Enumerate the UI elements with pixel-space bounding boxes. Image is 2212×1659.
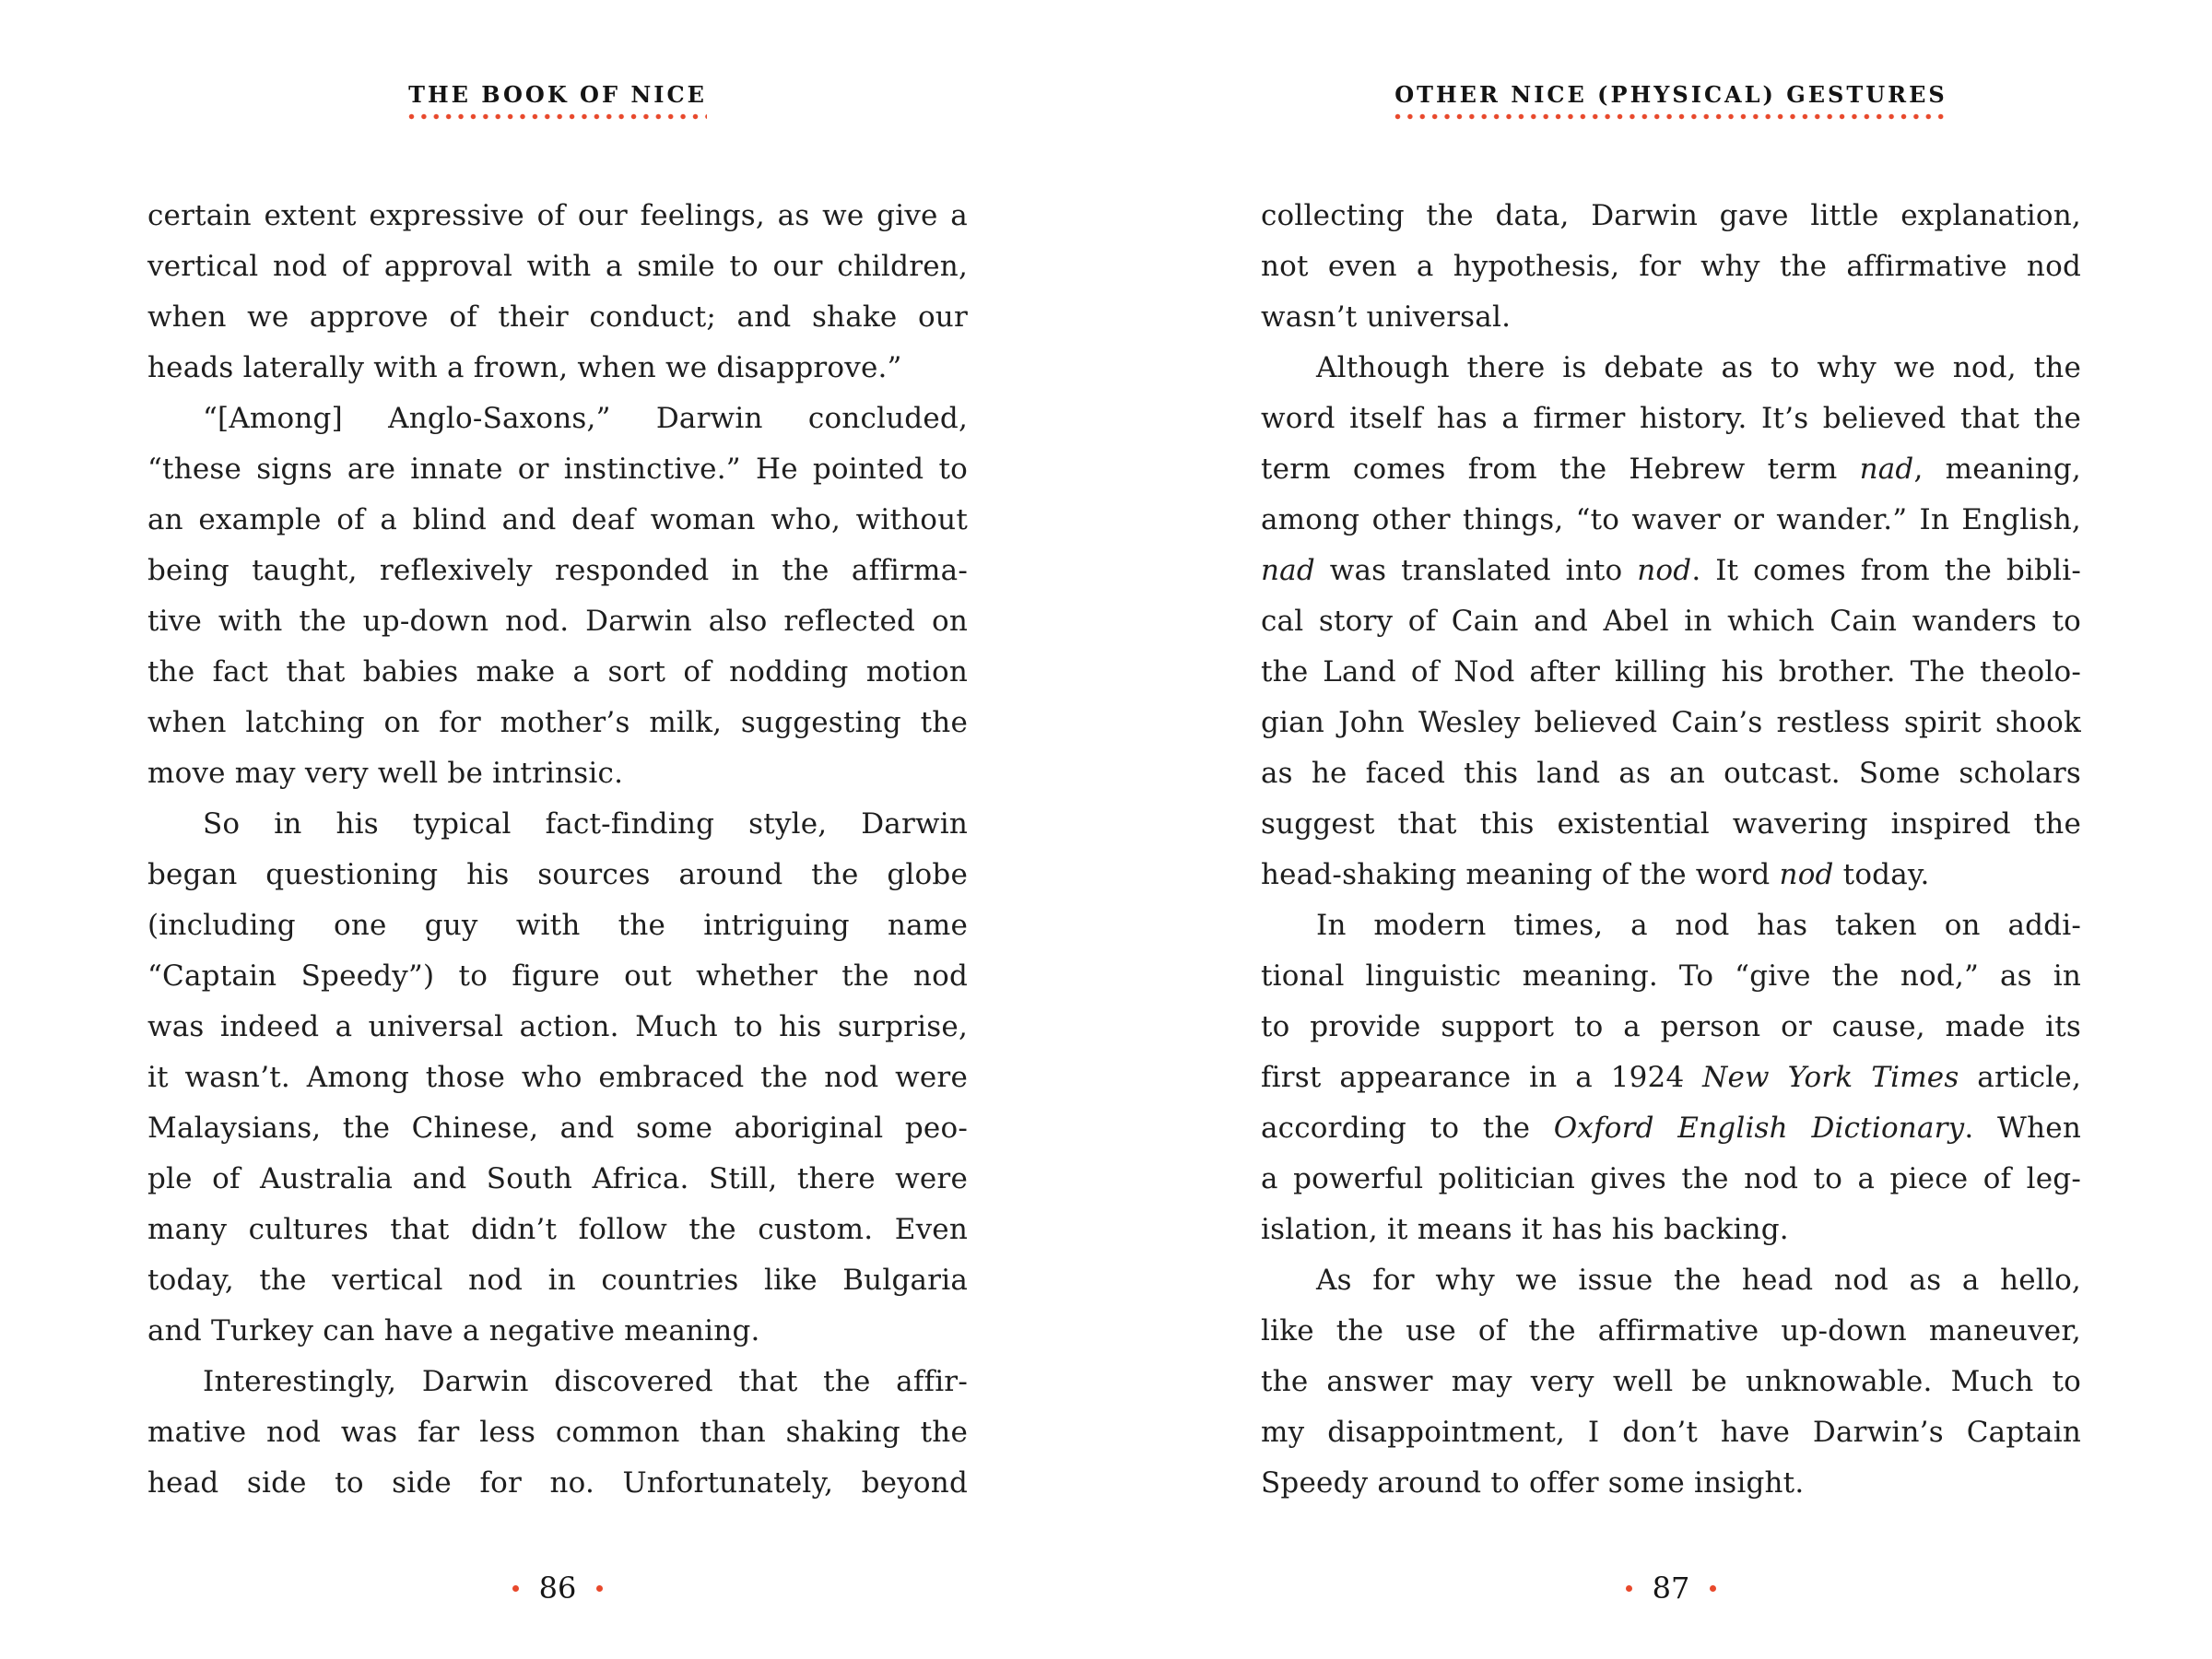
text-line <box>1261 799 2081 850</box>
text-segment: heads laterally with a frown, when we disapprove.” <box>147 351 902 384</box>
left-running-head <box>147 83 968 120</box>
text-line <box>147 191 968 241</box>
text-line <box>1261 748 2081 799</box>
text-line <box>147 799 968 850</box>
text-line <box>147 951 968 1002</box>
text-line <box>1261 495 2081 546</box>
text-line <box>1261 900 2081 951</box>
text-segment: (including one guy with the intriguing name <box>147 909 968 942</box>
text-line <box>147 1306 968 1357</box>
text-line <box>147 748 968 799</box>
text-segment: Malaysians, the Chinese, and some aboriginal peo- <box>147 1112 968 1145</box>
text-line <box>147 596 968 647</box>
text-segment: article, <box>1959 1061 2081 1094</box>
text-segment: my disappointment, I don’t have Darwin’s Captain <box>1261 1416 2081 1449</box>
text-segment: among other things, “to waver or wander.” In English, <box>1261 503 2081 536</box>
text-line <box>1261 1407 2081 1458</box>
left-page-number: 86 <box>538 1571 577 1606</box>
text-segment: was translated into <box>1314 554 1638 587</box>
text-segment: ple of Australia and South Africa. Still, there were <box>147 1162 968 1195</box>
text-segment: first appearance in a 1924 <box>1261 1061 1703 1094</box>
text-segment: “[Among] Anglo-Saxons,” Darwin concluded, <box>203 402 968 435</box>
text-segment: In modern times, a nod has taken on addi- <box>1316 909 2081 942</box>
left-page-lines <box>147 191 968 1509</box>
text-segment: word itself has a firmer history. It’s believed that the <box>1261 402 2081 435</box>
text-line <box>1261 343 2081 394</box>
text-segment: when we approve of their conduct; and shake our <box>147 300 968 334</box>
text-line <box>1261 1306 2081 1357</box>
text-line <box>147 1205 968 1255</box>
text-segment: cal story of Cain and Abel in which Cain wanders to <box>1261 605 2081 638</box>
text-segment: head side to side for no. Unfortunately, beyond <box>147 1466 968 1500</box>
text-line <box>1261 647 2081 698</box>
right-dotted-rule <box>1394 113 1947 120</box>
right-running-head <box>1261 83 2081 120</box>
right-page-lines <box>1261 191 2081 1509</box>
text-segment: and Turkey can have a negative meaning. <box>147 1314 760 1347</box>
text-line <box>147 546 968 596</box>
text-line <box>1261 191 2081 241</box>
text-line <box>1261 1458 2081 1509</box>
text-segment: many cultures that didn’t follow the custom. Even <box>147 1213 968 1246</box>
folio-dot <box>512 1585 519 1592</box>
folio-dot <box>596 1585 603 1592</box>
text-line <box>1261 241 2081 292</box>
italic-text-segment: nad <box>1261 554 1315 587</box>
text-segment: Speedy around to offer some insight. <box>1261 1466 1805 1500</box>
text-segment: head-shaking meaning of the word <box>1261 858 1780 891</box>
text-segment: according to the <box>1261 1112 1554 1145</box>
text-line <box>147 1357 968 1407</box>
text-segment: today. <box>1833 858 1930 891</box>
text-segment: was indeed a universal action. Much to his surprise, <box>147 1010 968 1043</box>
italic-text-segment: nad <box>1859 453 1914 486</box>
text-line <box>147 1053 968 1103</box>
text-segment: today, the vertical nod in countries like Bulgaria <box>147 1264 968 1297</box>
left-folio <box>147 1571 968 1605</box>
text-line <box>1261 1205 2081 1255</box>
text-segment: the answer may very well be unknowable. Much to <box>1261 1365 2081 1398</box>
text-line <box>147 495 968 546</box>
italic-text-segment: New York Times <box>1702 1061 1959 1094</box>
text-segment: Interestingly, Darwin discovered that the affir- <box>203 1365 968 1398</box>
italic-text-segment: nod <box>1779 858 1834 891</box>
text-segment: So in his typical fact-finding style, Darwin <box>203 807 968 841</box>
folio-dot <box>1710 1585 1716 1592</box>
left-page <box>147 0 968 1659</box>
text-line <box>147 1407 968 1458</box>
italic-text-segment: Oxford English Dictionary <box>1553 1112 1965 1145</box>
right-page <box>1261 0 2081 1659</box>
text-line <box>147 444 968 495</box>
text-line <box>1261 394 2081 444</box>
text-segment: it wasn’t. Among those who embraced the nod were <box>147 1061 968 1094</box>
text-segment: As for why we issue the head nod as a hello, <box>1316 1264 2081 1297</box>
text-line <box>147 1154 968 1205</box>
text-segment: , meaning, <box>1913 453 2081 486</box>
text-segment: suggest that this existential wavering inspired the <box>1261 807 2081 841</box>
text-segment: to provide support to a person or cause, made its <box>1261 1010 2081 1043</box>
text-line <box>147 1103 968 1154</box>
right-header-title: OTHER NICE (PHYSICAL) GESTURES <box>1394 81 1947 108</box>
text-line <box>147 900 968 951</box>
text-segment: as he faced this land as an outcast. Some scholars <box>1261 757 2081 790</box>
text-line <box>1261 1053 2081 1103</box>
text-line <box>1261 444 2081 495</box>
text-segment: term comes from the Hebrew term <box>1261 453 1860 486</box>
text-segment: islation, it means it has his backing. <box>1261 1213 1789 1246</box>
right-folio <box>1261 1571 2081 1605</box>
right-page-number: 87 <box>1652 1571 1690 1606</box>
left-running-head-inner <box>408 83 707 120</box>
text-line <box>1261 596 2081 647</box>
text-line <box>1261 850 2081 900</box>
text-segment: when latching on for mother’s milk, suggesting the <box>147 706 968 739</box>
text-line <box>147 1255 968 1306</box>
text-segment: the Land of Nod after killing his brother. The theolo- <box>1261 655 2081 688</box>
text-segment: collecting the data, Darwin gave little explanation, <box>1261 199 2081 232</box>
folio-dot <box>1626 1585 1632 1592</box>
text-line <box>147 241 968 292</box>
right-running-head-inner <box>1394 83 1947 120</box>
text-segment: like the use of the affirmative up-down maneuver, <box>1261 1314 2081 1347</box>
text-line <box>1261 292 2081 343</box>
text-line <box>147 850 968 900</box>
text-line <box>147 647 968 698</box>
left-header-title: THE BOOK OF NICE <box>408 81 707 108</box>
text-segment: tional linguistic meaning. To “give the nod,” as in <box>1261 959 2081 993</box>
text-segment: a powerful politician gives the nod to a piece of leg- <box>1261 1162 2081 1195</box>
text-segment: . When <box>1964 1112 2081 1145</box>
text-segment: not even a hypothesis, for why the affirmative nod <box>1261 250 2081 283</box>
text-segment: the fact that babies make a sort of nodding motion <box>147 655 968 688</box>
text-line <box>1261 1103 2081 1154</box>
text-line <box>1261 1255 2081 1306</box>
text-segment: . It comes from the bibli- <box>1691 554 2081 587</box>
text-segment: wasn’t universal. <box>1261 300 1512 334</box>
text-segment: began questioning his sources around the globe <box>147 858 968 891</box>
text-line <box>147 394 968 444</box>
text-line <box>147 1458 968 1509</box>
text-line <box>147 1002 968 1053</box>
text-segment: “Captain Speedy”) to figure out whether the nod <box>147 959 968 993</box>
text-line <box>1261 1002 2081 1053</box>
left-dotted-rule <box>408 113 707 120</box>
text-line <box>1261 546 2081 596</box>
text-line <box>1261 698 2081 748</box>
text-segment: vertical nod of approval with a smile to our children, <box>147 250 968 283</box>
text-segment: gian John Wesley believed Cain’s restless spirit shook <box>1261 706 2081 739</box>
text-line <box>147 343 968 394</box>
italic-text-segment: nod <box>1637 554 1692 587</box>
text-line <box>1261 1154 2081 1205</box>
text-segment: tive with the up-down nod. Darwin also reflected on <box>147 605 968 638</box>
text-segment: mative nod was far less common than shaking the <box>147 1416 968 1449</box>
text-line <box>1261 1357 2081 1407</box>
text-segment: certain extent expressive of our feelings, as we give a <box>147 199 968 232</box>
text-line <box>147 698 968 748</box>
text-segment: Although there is debate as to why we nod, the <box>1316 351 2081 384</box>
text-segment: an example of a blind and deaf woman who, without <box>147 503 968 536</box>
text-line <box>147 292 968 343</box>
text-segment: being taught, reflexively responded in the affirma- <box>147 554 968 587</box>
text-segment: “these signs are innate or instinctive.” He pointed to <box>147 453 968 486</box>
text-line <box>1261 951 2081 1002</box>
text-segment: move may very well be intrinsic. <box>147 757 624 790</box>
